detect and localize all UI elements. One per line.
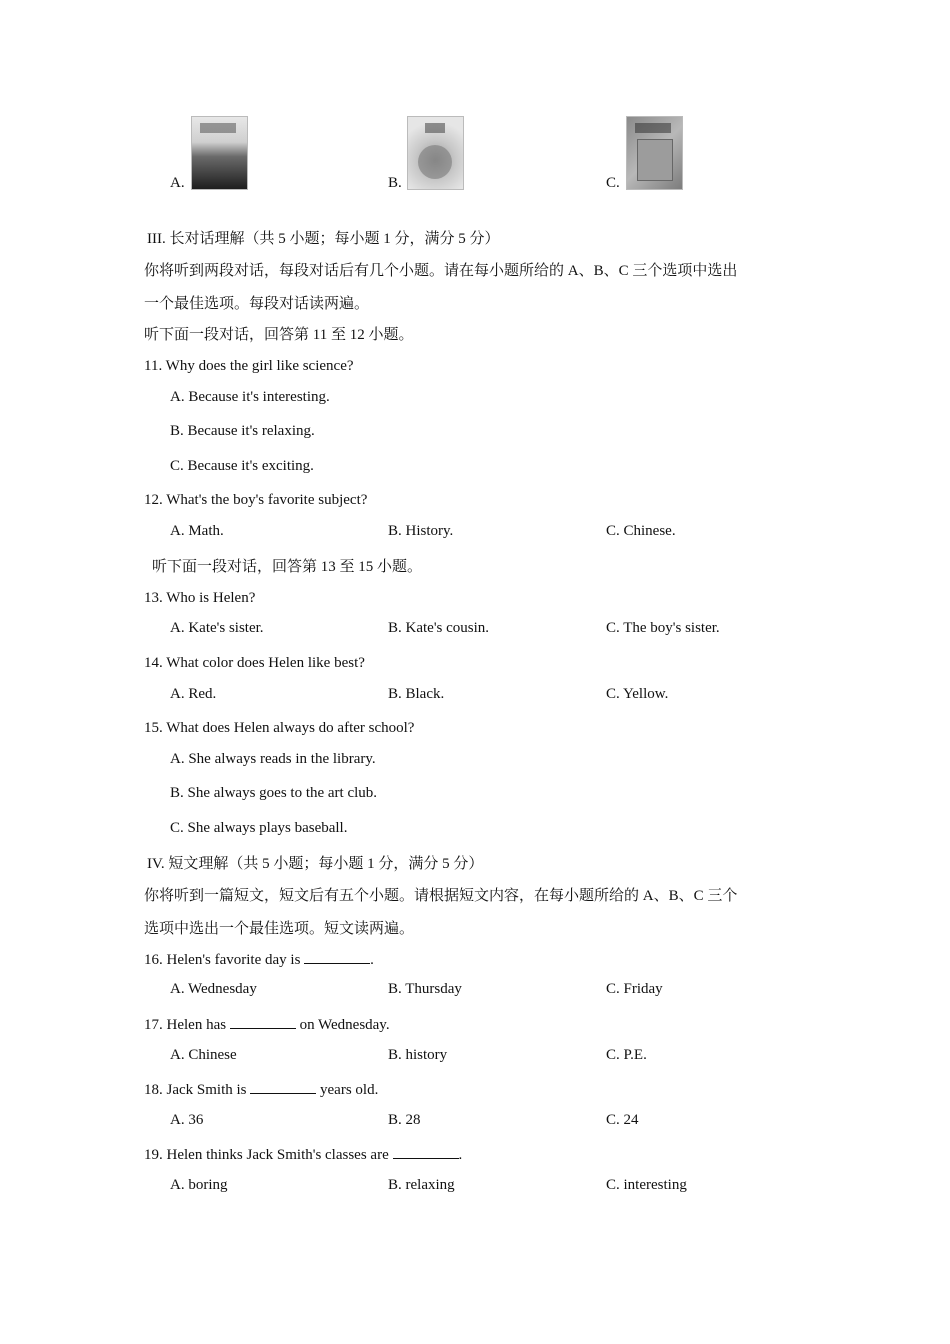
answer-option[interactable]: B. Black. xyxy=(388,686,445,702)
book-cover-image xyxy=(626,116,683,190)
answer-option[interactable]: B. Thursday xyxy=(388,981,462,997)
answer-option[interactable]: B. 28 xyxy=(388,1112,421,1128)
answer-option[interactable]: B. Kate's cousin. xyxy=(388,620,490,636)
answer-option[interactable]: A. Because it's interesting. xyxy=(170,389,330,405)
answer-option[interactable]: C. Friday xyxy=(606,981,663,997)
answer-option[interactable]: A. Wednesday xyxy=(170,981,257,997)
question-text: 17. Helen has on Wednesday. xyxy=(144,1014,390,1035)
answer-option[interactable]: C. The boy's sister. xyxy=(606,620,720,636)
answer-option[interactable]: C. interesting xyxy=(606,1177,687,1193)
answer-option[interactable]: A. Red. xyxy=(170,686,217,702)
answer-blank[interactable] xyxy=(393,1144,459,1159)
dialog-instruction: 听下面一段对话，回答第 11 至 12 小题。 xyxy=(144,327,414,343)
question-text: 14. What color does Helen like best? xyxy=(144,655,365,671)
answer-option[interactable]: B. relaxing xyxy=(388,1177,455,1193)
answer-blank[interactable] xyxy=(304,949,370,964)
answer-blank[interactable] xyxy=(250,1079,316,1094)
option-a-label: A. xyxy=(170,175,185,191)
answer-option[interactable]: A. Math. xyxy=(170,523,224,539)
answer-option[interactable]: C. Yellow. xyxy=(606,686,669,702)
answer-option[interactable]: C. Chinese. xyxy=(606,523,676,539)
question-text: 18. Jack Smith is years old. xyxy=(144,1079,378,1100)
answer-blank[interactable] xyxy=(230,1014,296,1029)
question-text: 19. Helen thinks Jack Smith's classes are . xyxy=(144,1144,462,1165)
answer-option[interactable]: C. She always plays baseball. xyxy=(170,820,348,836)
option-b-label: B. xyxy=(388,175,402,191)
answer-option[interactable]: C. P.E. xyxy=(606,1047,647,1063)
dialog-instruction: 听下面一段对话，回答第 13 至 15 小题。 xyxy=(152,559,423,575)
answer-option[interactable]: A. Chinese xyxy=(170,1047,237,1063)
answer-option[interactable]: A. She always reads in the library. xyxy=(170,751,376,767)
section-instructions: 你将听到两段对话，每段对话后有几个小题。请在每小题所给的 A、B、C 三个选项中选出 xyxy=(144,263,738,279)
question-text: 11. Why does the girl like science? xyxy=(144,358,354,374)
section-heading: III. 长对话理解（共 5 小题；每小题 1 分，满分 5 分） xyxy=(147,231,500,247)
question-text: 16. Helen's favorite day is . xyxy=(144,949,374,970)
question-text: 13. Who is Helen? xyxy=(144,590,256,606)
answer-option[interactable]: B. history xyxy=(388,1047,448,1063)
question-text: 12. What's the boy's favorite subject? xyxy=(144,492,368,508)
section-instructions: 你将听到一篇短文，短文后有五个小题。请根据短文内容，在每小题所给的 A、B、C 三个 xyxy=(144,888,738,904)
question-text: 15. What does Helen always do after school? xyxy=(144,720,415,736)
answer-option[interactable]: C. Because it's exciting. xyxy=(170,458,314,474)
answer-option[interactable]: A. Kate's sister. xyxy=(170,620,264,636)
answer-option[interactable]: B. History. xyxy=(388,523,454,539)
answer-option[interactable]: C. 24 xyxy=(606,1112,639,1128)
answer-option[interactable]: A. 36 xyxy=(170,1112,204,1128)
answer-option[interactable]: B. Because it's relaxing. xyxy=(170,423,315,439)
book-cover-image xyxy=(191,116,248,190)
option-c-label: C. xyxy=(606,175,620,191)
answer-option[interactable]: B. She always goes to the art club. xyxy=(170,785,378,801)
section-heading: IV. 短文理解（共 5 小题；每小题 1 分，满分 5 分） xyxy=(147,856,484,872)
book-cover-image xyxy=(407,116,464,190)
section-instructions: 一个最佳选项。每段对话读两遍。 xyxy=(144,296,370,312)
section-instructions: 选项中选出一个最佳选项。短文读两遍。 xyxy=(144,921,415,937)
answer-option[interactable]: A. boring xyxy=(170,1177,228,1193)
